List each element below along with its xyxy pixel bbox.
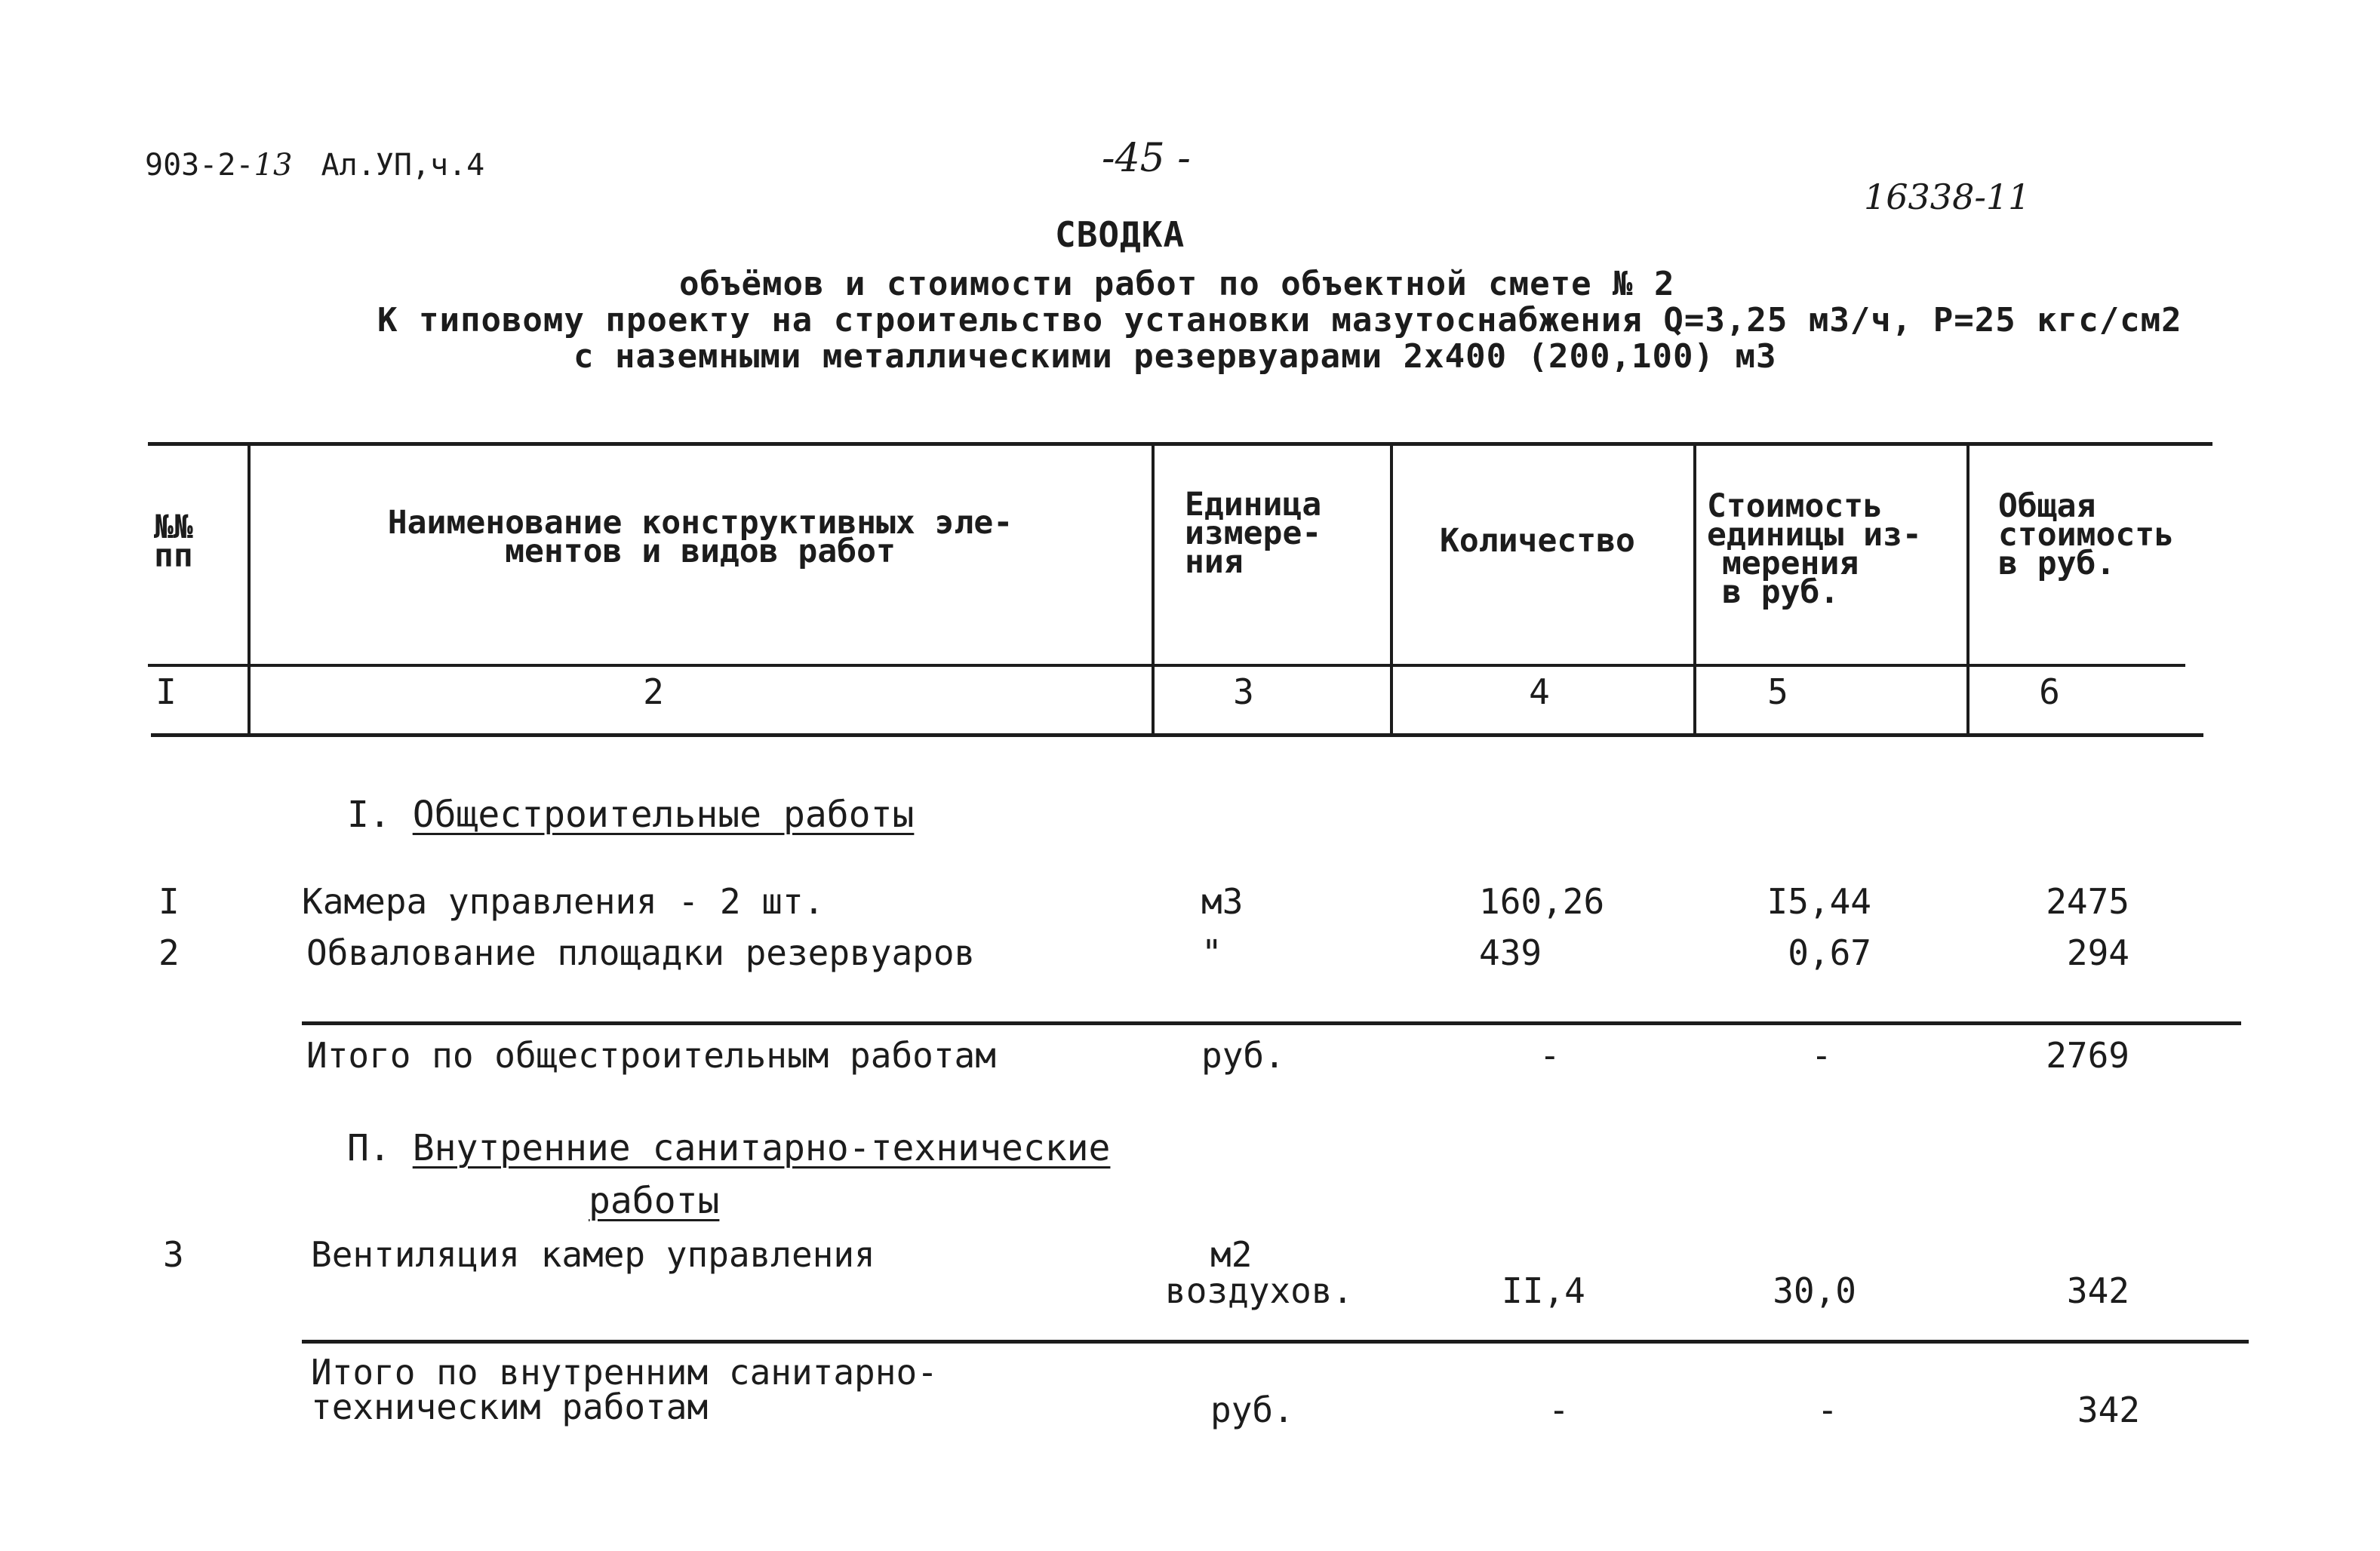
title-line-3: с наземными металлическими резервуарами 2х400 (200,100) м3	[573, 337, 1777, 376]
column-number: I	[155, 671, 177, 712]
section-2-title-continued: работы	[589, 1180, 720, 1222]
header-total-cost: Общая стоимость в руб.	[1998, 487, 2174, 582]
subtotal-total: 2769	[2046, 1035, 2129, 1076]
subtotal-rule	[302, 1021, 2241, 1025]
header-unit-cost: Стоимость единицы из- мерения в руб.	[1707, 487, 1922, 611]
column-number: 5	[1767, 671, 1788, 712]
document-code-prefix: 903-2-	[145, 148, 254, 183]
row-total: 2475	[2046, 881, 2129, 922]
header-unit: Единица измере- ния	[1185, 486, 1322, 581]
row-quantity: II,4	[1502, 1270, 1585, 1311]
row-unit-cost: 0,67	[1788, 932, 1871, 973]
document-title: СВОДКА	[1055, 214, 1185, 255]
table-column-divider	[248, 442, 251, 736]
table-top-rule	[148, 442, 2212, 446]
section-1-title: I. Общестроительные работы	[347, 794, 915, 836]
row-unit: м2	[1210, 1234, 1253, 1275]
subtotal-name: Итого по общестроительным работам	[306, 1035, 996, 1076]
row-unit-continued: воздухов.	[1165, 1270, 1354, 1311]
row-unit: "	[1201, 932, 1222, 973]
row-total: 294	[2066, 932, 2129, 973]
subtotal-name: Итого по внутренним санитарно- техническим работам	[311, 1352, 938, 1427]
subtotal-unit-cost: -	[1811, 1035, 1832, 1076]
table-header-rule	[148, 664, 2185, 667]
document-code	[145, 148, 484, 183]
row-quantity: 160,26	[1479, 881, 1605, 922]
subtotal-quantity: -	[1548, 1390, 1570, 1430]
row-number: 3	[163, 1234, 184, 1275]
subtotal-total: 342	[2077, 1390, 2140, 1430]
row-unit-cost: I5,44	[1767, 881, 1871, 922]
subtotal-unit-cost: -	[1817, 1390, 1838, 1430]
row-name: Вентиляция камер управления	[311, 1234, 875, 1275]
header-quantity: Количество	[1440, 522, 1635, 560]
table-column-divider	[1693, 442, 1696, 736]
row-name: Камера управления - 2 шт.	[302, 881, 825, 922]
table-column-divider	[1390, 442, 1393, 736]
subtotal-rule	[302, 1340, 2249, 1344]
row-unit-cost: 30,0	[1773, 1270, 1856, 1311]
title-line-1: объёмов и стоимости работ по объектной смете № 2	[679, 265, 1675, 303]
subtotal-unit: руб.	[1210, 1390, 1294, 1430]
subtotal-quantity: -	[1539, 1035, 1561, 1076]
row-number: 2	[158, 932, 180, 973]
subtotal-unit: руб.	[1201, 1035, 1285, 1076]
column-number: 4	[1529, 671, 1550, 712]
row-name: Обвалование площадки резервуаров	[306, 932, 976, 973]
header-number: №№ пп	[154, 508, 193, 575]
column-number: 6	[2039, 671, 2060, 712]
archive-number: 16338-11	[1864, 177, 2031, 217]
document-code-handwritten: 13	[254, 148, 293, 183]
page-number: -45 -	[1102, 136, 1191, 181]
title-line-2: К типовому проекту на строительство установки мазутоснабжения Q=3,25 м3/ч, Р=25 кгс/см2	[377, 301, 2182, 339]
row-unit: м3	[1201, 881, 1244, 922]
table-column-divider	[1152, 442, 1155, 736]
table-numbers-rule	[151, 733, 2203, 737]
column-number: 2	[643, 671, 664, 712]
row-number: I	[158, 881, 180, 922]
header-name: Наименование конструктивных эле- ментов и видов работ	[387, 504, 1013, 570]
table-column-divider	[1966, 442, 1969, 736]
row-total: 342	[2066, 1270, 2129, 1311]
document-code-suffix: Ал.УП,ч.4	[321, 148, 485, 183]
column-number: 3	[1233, 671, 1254, 712]
section-2-title: П. Внутренние санитарно-технические	[347, 1127, 1111, 1169]
row-quantity: 439	[1479, 932, 1542, 973]
